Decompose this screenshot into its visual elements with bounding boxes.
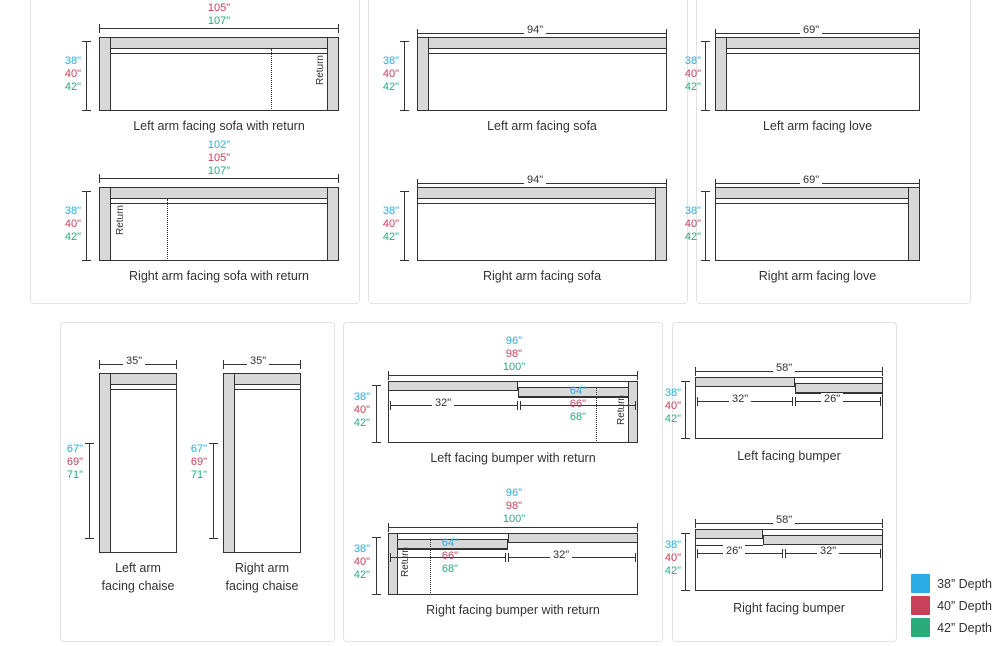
seat-divider-line — [417, 203, 655, 204]
depth-dimension-line — [685, 381, 686, 439]
diagram-right-facing-bumper — [664, 475, 898, 643]
depth-dimension-line — [376, 385, 377, 443]
segment-64: 64" — [441, 537, 459, 549]
legend-label-40: 40” Depth — [937, 598, 992, 613]
legend-swatch-40-icon — [911, 596, 930, 615]
legend-item-40 — [911, 596, 992, 615]
legend-item-42 — [911, 618, 992, 637]
panel-loves — [684, 0, 971, 304]
width-label: 58" — [773, 362, 795, 374]
depth-dimension-line — [376, 537, 377, 595]
depth-42: 42" — [382, 81, 399, 93]
depth-label-stack — [37, 205, 81, 244]
diagram-left-facing-bumper-with-return — [344, 323, 664, 483]
depth-40: 40" — [64, 218, 81, 230]
piece-caption: Right facing bumper — [733, 601, 845, 615]
depth-label-stack — [326, 391, 370, 430]
width-96: 96" — [505, 335, 523, 347]
depth-dimension-line — [404, 191, 405, 261]
piece-caption: Left arm facing love — [762, 119, 873, 133]
return-label: Return — [315, 55, 326, 86]
piece-caption: Right facing bumper with return — [426, 603, 600, 617]
segment-64: 64" — [569, 385, 587, 397]
width-label-stack — [454, 487, 574, 526]
seat-divider-line — [111, 203, 327, 204]
width-dimension-line — [388, 375, 638, 376]
width-label: 94" — [524, 24, 546, 36]
depth-67: 67" — [190, 443, 207, 455]
seat-divider-line — [235, 389, 301, 390]
sofa-back-cushion — [715, 187, 920, 199]
depth-38: 38" — [64, 205, 81, 217]
depth-38: 38" — [664, 387, 681, 399]
segment-68: 68" — [441, 563, 459, 575]
depth-38: 38" — [382, 205, 399, 217]
return-label: Return — [400, 547, 411, 578]
piece-caption: Left arm facing sofa — [487, 119, 597, 133]
depth-38: 38" — [353, 391, 370, 403]
depth-42: 42" — [664, 565, 681, 577]
depth-38: 38" — [382, 55, 399, 67]
piece-caption: Right arm facing sofa — [482, 269, 602, 283]
sofa-return-arm — [99, 187, 111, 261]
bumper-back-cushion-right — [795, 383, 883, 393]
width-42: 107" — [207, 165, 231, 177]
depth-40: 40" — [382, 218, 399, 230]
seat-divider-line — [715, 203, 908, 204]
width-label: 35" — [247, 355, 269, 367]
piece-caption-line2: facing chaise — [101, 579, 175, 593]
sofa-back-cushion — [99, 37, 339, 49]
legend-swatch-42-icon — [911, 618, 930, 637]
legend-swatch-38-icon — [911, 574, 930, 593]
depth-dimension-line — [86, 191, 87, 261]
depth-38: 38" — [664, 539, 681, 551]
diagram-right-arm-facing-sofa-with-return — [31, 139, 361, 293]
depth-label-stack — [37, 55, 81, 94]
panel-sofas-with-return — [30, 0, 360, 304]
piece-caption: Right arm facing love — [758, 269, 877, 283]
sofa-left-arm — [417, 37, 429, 111]
depth-40: 40" — [382, 68, 399, 80]
depth-42: 42" — [684, 81, 701, 93]
width-label-stack — [159, 139, 279, 178]
depth-38: 38" — [684, 205, 701, 217]
bumper-back-cushion-right — [508, 533, 638, 543]
width-98: 98" — [505, 500, 523, 512]
depth-label-stack — [637, 539, 681, 578]
sofa-right-arm — [327, 187, 339, 261]
sofa-back-cushion — [99, 187, 339, 199]
width-label: 94" — [524, 174, 546, 186]
legend-item-38 — [911, 574, 992, 593]
sofa-right-arm — [908, 187, 920, 261]
segment-right-label: 26" — [821, 393, 843, 405]
piece-caption: Left facing bumper with return — [430, 451, 596, 465]
width-42: 107" — [207, 15, 231, 27]
segment-66: 66" — [441, 550, 459, 562]
segment-right-label: 32" — [817, 545, 839, 557]
bumper-back-cushion-left — [388, 381, 518, 391]
width-label-stack — [454, 335, 574, 374]
depth-dimension-line — [685, 533, 686, 591]
depth-40: 40" — [684, 68, 701, 80]
depth-40: 40" — [353, 404, 370, 416]
width-98: 98" — [505, 348, 523, 360]
depth-40: 40" — [664, 400, 681, 412]
depth-42: 42" — [353, 417, 370, 429]
diagram-left-arm-facing-sofa — [369, 0, 689, 143]
segment-68: 68" — [569, 411, 587, 423]
return-label: Return — [115, 205, 126, 236]
chaise-left-arm — [223, 373, 235, 553]
width-40: 105" — [207, 2, 231, 14]
panel-bumpers-with-return — [343, 322, 663, 642]
width-label: 69" — [800, 174, 822, 186]
width-38: 102" — [207, 139, 231, 151]
bumper-back-cushion-right — [763, 535, 883, 545]
depth-40: 40" — [664, 552, 681, 564]
return-divider-dotted — [271, 49, 272, 111]
seat-divider-line — [111, 389, 177, 390]
width-40: 105" — [207, 152, 231, 164]
width-100: 100" — [502, 361, 526, 373]
depth-dimension-line — [86, 41, 87, 111]
depth-dimension-line — [705, 41, 706, 111]
piece-caption: Right arm facing sofa with return — [129, 269, 309, 283]
depth-38: 38" — [64, 55, 81, 67]
width-label: 35" — [123, 355, 145, 367]
depth-42: 42" — [353, 569, 370, 581]
diagram-left-arm-facing-sofa-with-return — [31, 0, 361, 143]
depth-legend — [911, 574, 992, 640]
width-label-stack — [159, 0, 279, 28]
diagram-right-facing-bumper-with-return — [344, 475, 664, 643]
width-dimension-line — [388, 527, 638, 528]
sofa-left-arm — [99, 37, 111, 111]
segment-right-label-stack — [530, 385, 626, 424]
panel-chaises — [60, 322, 335, 642]
legend-label-38: 38” Depth — [937, 576, 992, 591]
sofa-return-arm — [327, 37, 339, 111]
segment-right-label: 32" — [550, 549, 572, 561]
piece-caption: Left arm facing sofa with return — [133, 119, 305, 133]
legend-label-42: 42” Depth — [937, 620, 992, 635]
depth-40: 40" — [353, 556, 370, 568]
depth-69: 69" — [190, 456, 207, 468]
piece-caption-line1: Left arm — [115, 561, 161, 575]
depth-38: 38" — [353, 543, 370, 555]
depth-dimension-line — [89, 443, 90, 539]
chaise-left-arm — [99, 373, 111, 553]
return-divider-dotted — [167, 199, 168, 261]
diagram-right-arm-facing-sofa — [369, 143, 689, 293]
piece-caption-line2: facing chaise — [225, 579, 299, 593]
depth-label-stack — [355, 205, 399, 244]
depth-label-stack — [657, 55, 701, 94]
depth-69: 69" — [66, 456, 83, 468]
depth-40: 40" — [684, 218, 701, 230]
return-label: Return — [616, 395, 627, 426]
depth-42: 42" — [64, 81, 81, 93]
depth-40: 40" — [64, 68, 81, 80]
diagram-right-arm-facing-love — [684, 143, 972, 293]
depth-label-stack — [326, 543, 370, 582]
bumper-back-cushion-left — [695, 377, 795, 387]
bumper-back-cushion-left — [695, 529, 763, 539]
sofa-left-arm — [715, 37, 727, 111]
diagram-right-arm-facing-chaise — [190, 323, 341, 643]
diagram-left-arm-facing-chaise — [61, 323, 201, 643]
depth-label-stack — [637, 387, 681, 426]
diagram-left-arm-facing-love — [684, 0, 972, 143]
depth-label-stack — [657, 205, 701, 244]
depth-dimension-line — [705, 191, 706, 261]
width-label: 58" — [773, 514, 795, 526]
segment-left-label: 26" — [723, 545, 745, 557]
bumper-return-arm — [388, 533, 398, 595]
width-96: 96" — [505, 487, 523, 499]
sofa-back-cushion — [715, 37, 920, 49]
panel-bumpers — [664, 322, 897, 642]
diagram-left-facing-bumper — [664, 323, 898, 483]
sofa-back-cushion — [417, 187, 667, 199]
depth-42: 42" — [382, 231, 399, 243]
depth-71: 71" — [66, 469, 83, 481]
depth-42: 42" — [664, 413, 681, 425]
depth-dimension-line — [213, 443, 214, 539]
depth-67: 67" — [66, 443, 83, 455]
depth-label-stack — [355, 55, 399, 94]
piece-caption: Left facing bumper — [737, 449, 841, 463]
depth-42: 42" — [64, 231, 81, 243]
seat-divider-line — [429, 53, 667, 54]
sofa-back-cushion — [417, 37, 667, 49]
depth-dimension-line — [404, 41, 405, 111]
width-dimension-line — [99, 28, 339, 29]
depth-label-stack — [39, 443, 83, 482]
width-100: 100" — [502, 513, 526, 525]
segment-left-label: 32" — [729, 393, 751, 405]
segment-left-label: 32" — [432, 397, 454, 409]
width-label: 69" — [800, 24, 822, 36]
depth-71: 71" — [190, 469, 207, 481]
piece-caption-line1: Right arm — [234, 561, 290, 575]
depth-38: 38" — [684, 55, 701, 67]
depth-label-stack — [163, 443, 207, 482]
seat-divider-line — [727, 53, 920, 54]
segment-66: 66" — [569, 398, 587, 410]
depth-42: 42" — [684, 231, 701, 243]
width-dimension-line — [99, 178, 339, 179]
seat-divider-line — [111, 53, 327, 54]
segment-left-label-stack — [402, 537, 498, 576]
panel-sofas — [368, 0, 688, 304]
